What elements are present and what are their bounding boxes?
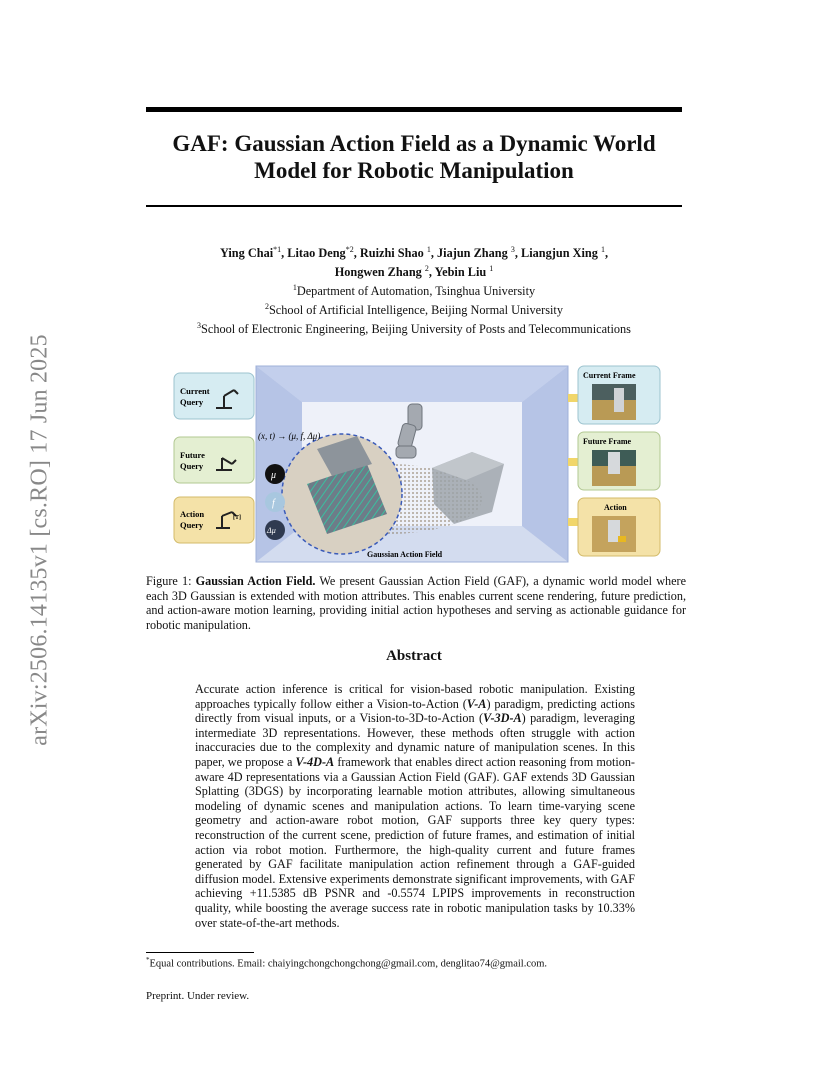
query-action-box [174, 497, 254, 543]
out-current-label: Current Frame [583, 371, 636, 380]
author-affil-sup: *2 [345, 245, 354, 254]
query-future-label-1: Future [180, 450, 205, 460]
query-future-label-2: Query [180, 461, 204, 471]
author-name: Jiajun Zhang [437, 246, 508, 261]
footnote-rule [146, 952, 254, 953]
footnote [146, 956, 682, 970]
abstract-text: ) paradigm, predicting actions directly from visual inputs, or a Vision-to-3D-to-Action ( [195, 696, 636, 726]
time-step-label: [T] [233, 515, 241, 521]
attr-f [265, 492, 285, 512]
figure-caption [146, 574, 686, 632]
affiliation [146, 318, 682, 337]
query-current-box [174, 373, 254, 419]
affiliation-text: School of Electronic Engineering, Beijing University of Posts and Telecommunications [201, 322, 631, 337]
query-action-label-2: Query [180, 520, 204, 530]
arxiv-sidebar [22, 305, 58, 775]
affiliation [146, 280, 682, 299]
author-names: Ying Chai$^{*1}$, Litao Deng$^{*2}$, Ruizhi Shao $^1$, Jiajun Zhang $^3$, Liangjun Xing $^1$, Hongwen Zhang $^2$, Yebin Liu $^1$ [219, 245, 609, 280]
output-current-frame [578, 366, 660, 424]
paradigm-v4da: V-4D-A [295, 754, 335, 769]
gaussian-action-field-scene [256, 366, 568, 562]
out-future-label: Future Frame [583, 437, 632, 446]
mu-symbol: μ [271, 470, 277, 481]
f-symbol: f [272, 498, 275, 509]
title-top-rule [146, 107, 682, 112]
author-block [146, 242, 682, 337]
output-future-frame [578, 432, 660, 490]
author-name: Litao Deng [287, 246, 346, 261]
attr-mu [265, 464, 285, 484]
author-affil-sup: 3 [510, 245, 515, 254]
paradigm-va: V-A [466, 696, 487, 711]
arxiv-identifier: arXiv:2506.14135v1 [cs.RO] 17 Jun 2025 [26, 334, 53, 746]
out-action-label: Action [604, 503, 627, 512]
footnote-marker: * [146, 956, 150, 964]
preprint-notice: Preprint. Under review. [146, 990, 250, 1002]
abstract-text: framework that enables direct action reasoning from motion-aware 4D representations via a Gaussian Action Field (GAF). GAF extends 3D Gaussian Splatting (3DGS) by incorporating learnable motion attributes, allowing simultaneous modeling of dynamic scenes and manipulation actions. To learn time-varying scene geometry and action-aware robot motion, GAF supports three key query types: reconstruction of the current scene, prediction of future frames, and estimation of initial action via robot motion. Furthermore, the high-quality current and future frames generated by GAF facilitate manipulation action refinement through a GAF-guided diffusion model. Extensive experiments demonstrate significant improvements, with GAF achieving +11.5385 dB PSNR and -0.5574 LPIPS improvements in reconstruction quality, while boosting the average success rate in robotic manipulation tasks by 10.33% over state-of-the-art methods. [195, 754, 635, 930]
abstract-body [195, 682, 635, 930]
abstract-text: Accurate action inference is critical for vision-based robotic manipulation. Existing approaches typically follow either a Vision-to-Action ( [195, 682, 635, 711]
author-name: Hongwen Zhang [334, 265, 422, 280]
affil-sup: 3 [197, 321, 202, 331]
query-current-label-2: Query [180, 397, 204, 407]
title-line-1: GAF: Gaussian Action Field as a Dynamic World [172, 131, 656, 156]
gaf-overview-figure [172, 364, 664, 566]
author-affil-sup: *1 [273, 245, 282, 254]
footnote-text: Equal contributions. Email: chaiyingchongchongchong@gmail.com, denglitao74@gmail.com. [149, 958, 548, 970]
paper-title [146, 130, 682, 184]
affil-sup: 2 [264, 302, 269, 312]
output-action [578, 498, 660, 556]
field-formula: (x, t) → (μ, f, Δμ) [258, 431, 321, 441]
author-name: Ying Chai [219, 246, 274, 261]
author-name: Yebin Liu [434, 265, 487, 280]
affil-sup: 1 [292, 283, 297, 293]
affiliation-text: School of Artificial Intelligence, Beijing Normal University [268, 303, 564, 318]
query-current-label-1: Current [180, 386, 210, 396]
author-affil-sup: 2 [424, 264, 429, 274]
caption-text: We present Gaussian Action Field (GAF), a dynamic world model where each 3D Gaussian is extended with motion attributes. This enables current scene rendering, future prediction, and action-aware motion learning, providing initial action hypotheses and serving as actionable guidance for robotic manipulation. [146, 574, 687, 632]
scene-label: Gaussian Action Field [367, 550, 443, 559]
paradigm-v3da: V-3D-A [483, 711, 522, 726]
title-line-2: Model for Robotic Manipulation [254, 158, 574, 183]
author-affil-sup: 1 [489, 264, 494, 274]
abstract-text: ) paradigm, leveraging intermediate 3D representations. However, these methods often struggle with action inaccuracies due to the complexity and dynamic nature of manipulation scenes. In this paper, we propose a [195, 711, 635, 769]
title-bottom-rule [146, 205, 682, 207]
abstract-heading: Abstract [386, 648, 442, 664]
caption-title: Gaussian Action Field. [195, 574, 316, 588]
author-affil-sup: 1 [600, 245, 605, 254]
affiliation [146, 299, 682, 318]
query-action-label-1: Action [180, 509, 205, 519]
caption-label: Figure 1: [146, 574, 192, 588]
attr-dmu [265, 520, 285, 540]
author-name: Ruizhi Shao [359, 246, 424, 261]
author-affil-sup: 1 [426, 245, 431, 254]
delta-mu-symbol: Δμ [267, 526, 276, 535]
query-future-box [174, 437, 254, 483]
affiliation-text: Department of Automation, Tsinghua University [296, 284, 536, 299]
author-name: Liangjun Xing [521, 246, 598, 261]
